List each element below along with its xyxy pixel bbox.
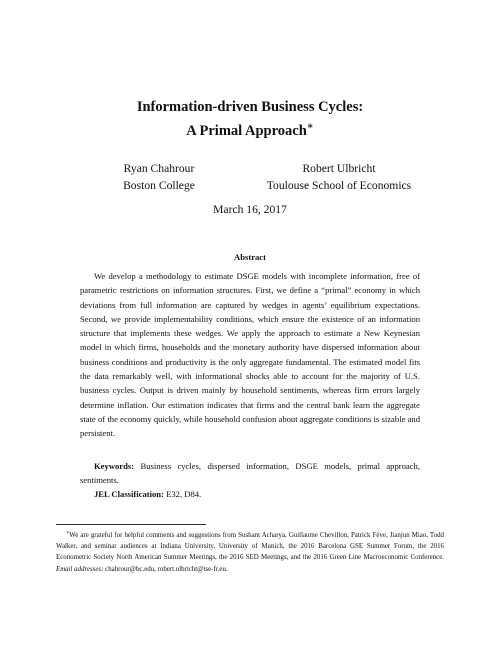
paper-title-line1: Information-driven Business Cycles:	[136, 99, 364, 115]
jel-classification	[94, 487, 424, 501]
footnote	[56, 530, 444, 575]
jel-label: JEL Classification:	[94, 489, 164, 499]
footnote-mark: ∗	[66, 530, 70, 536]
abstract-text: We develop a methodology to estimate DSGE models with incomplete information, free of parametric restrictions on information structures. First, we define a “primal” economy in which deviations from full information are captured by wedges in agents’ equilibrium expectations. Second, we provide implementability conditions, which ensure the existence of an information structure that implements these wedges. We apply the approach to estimate a New Keynesian model in which firms, households and the monetary authority have dispersed information about business conditions and productivity is the only aggregate fundamental. The estimated model fits the data remarkably well, with informational shocks able to account for the majority of U.S. business cycles. Output is driven mainly by household sentiments, whereas firm errors largely determine inflation. Our estimation indicates that firms and the central bank learn the aggregate state of the economy quickly, while household confusion about aggregate conditions is sizable and persistent.	[80, 271, 420, 439]
abstract-heading: Abstract	[234, 252, 266, 262]
keywords	[80, 459, 420, 487]
author-name-2: Robert Ulbricht	[302, 162, 376, 175]
keywords-text: Business cycles, dispersed information, DSGE models, primal approach, sentiments.	[80, 461, 420, 485]
paper-title-line2	[0, 122, 500, 140]
email-label: Email addresses:	[56, 565, 104, 573]
title-text: A Primal Approach	[186, 123, 307, 139]
jel-text: E32, D84.	[166, 489, 202, 499]
author-name-1: Ryan Chahrour	[123, 162, 195, 175]
footnote-text: We are grateful for helpful comments and suggestions from Sushant Acharya, Guillaume Chevillon, Patrick Fève, Jianjun Miao, Todd Walker, and seminar audiences at Indiana University, University of Munich, the 2016 Barcelona GSE Summer Forum, the 2016 Econometric Society North American Summer Meetings, the 2016 SED Meetings, and the 2016 Green Line Macroeconomic Conference.	[56, 532, 444, 562]
paper-date: March 16, 2017	[213, 203, 287, 216]
keywords-label: Keywords:	[94, 461, 135, 471]
footnote-rule	[56, 524, 206, 525]
author-affiliation-1: Boston College	[123, 179, 195, 192]
title-footnote-mark: ∗	[306, 121, 314, 133]
email-text: chahrour@bc.edu, robert.ulbricht@tse-fr.eu.	[105, 565, 228, 573]
author-affiliation-2: Toulouse School of Economics	[266, 179, 412, 192]
